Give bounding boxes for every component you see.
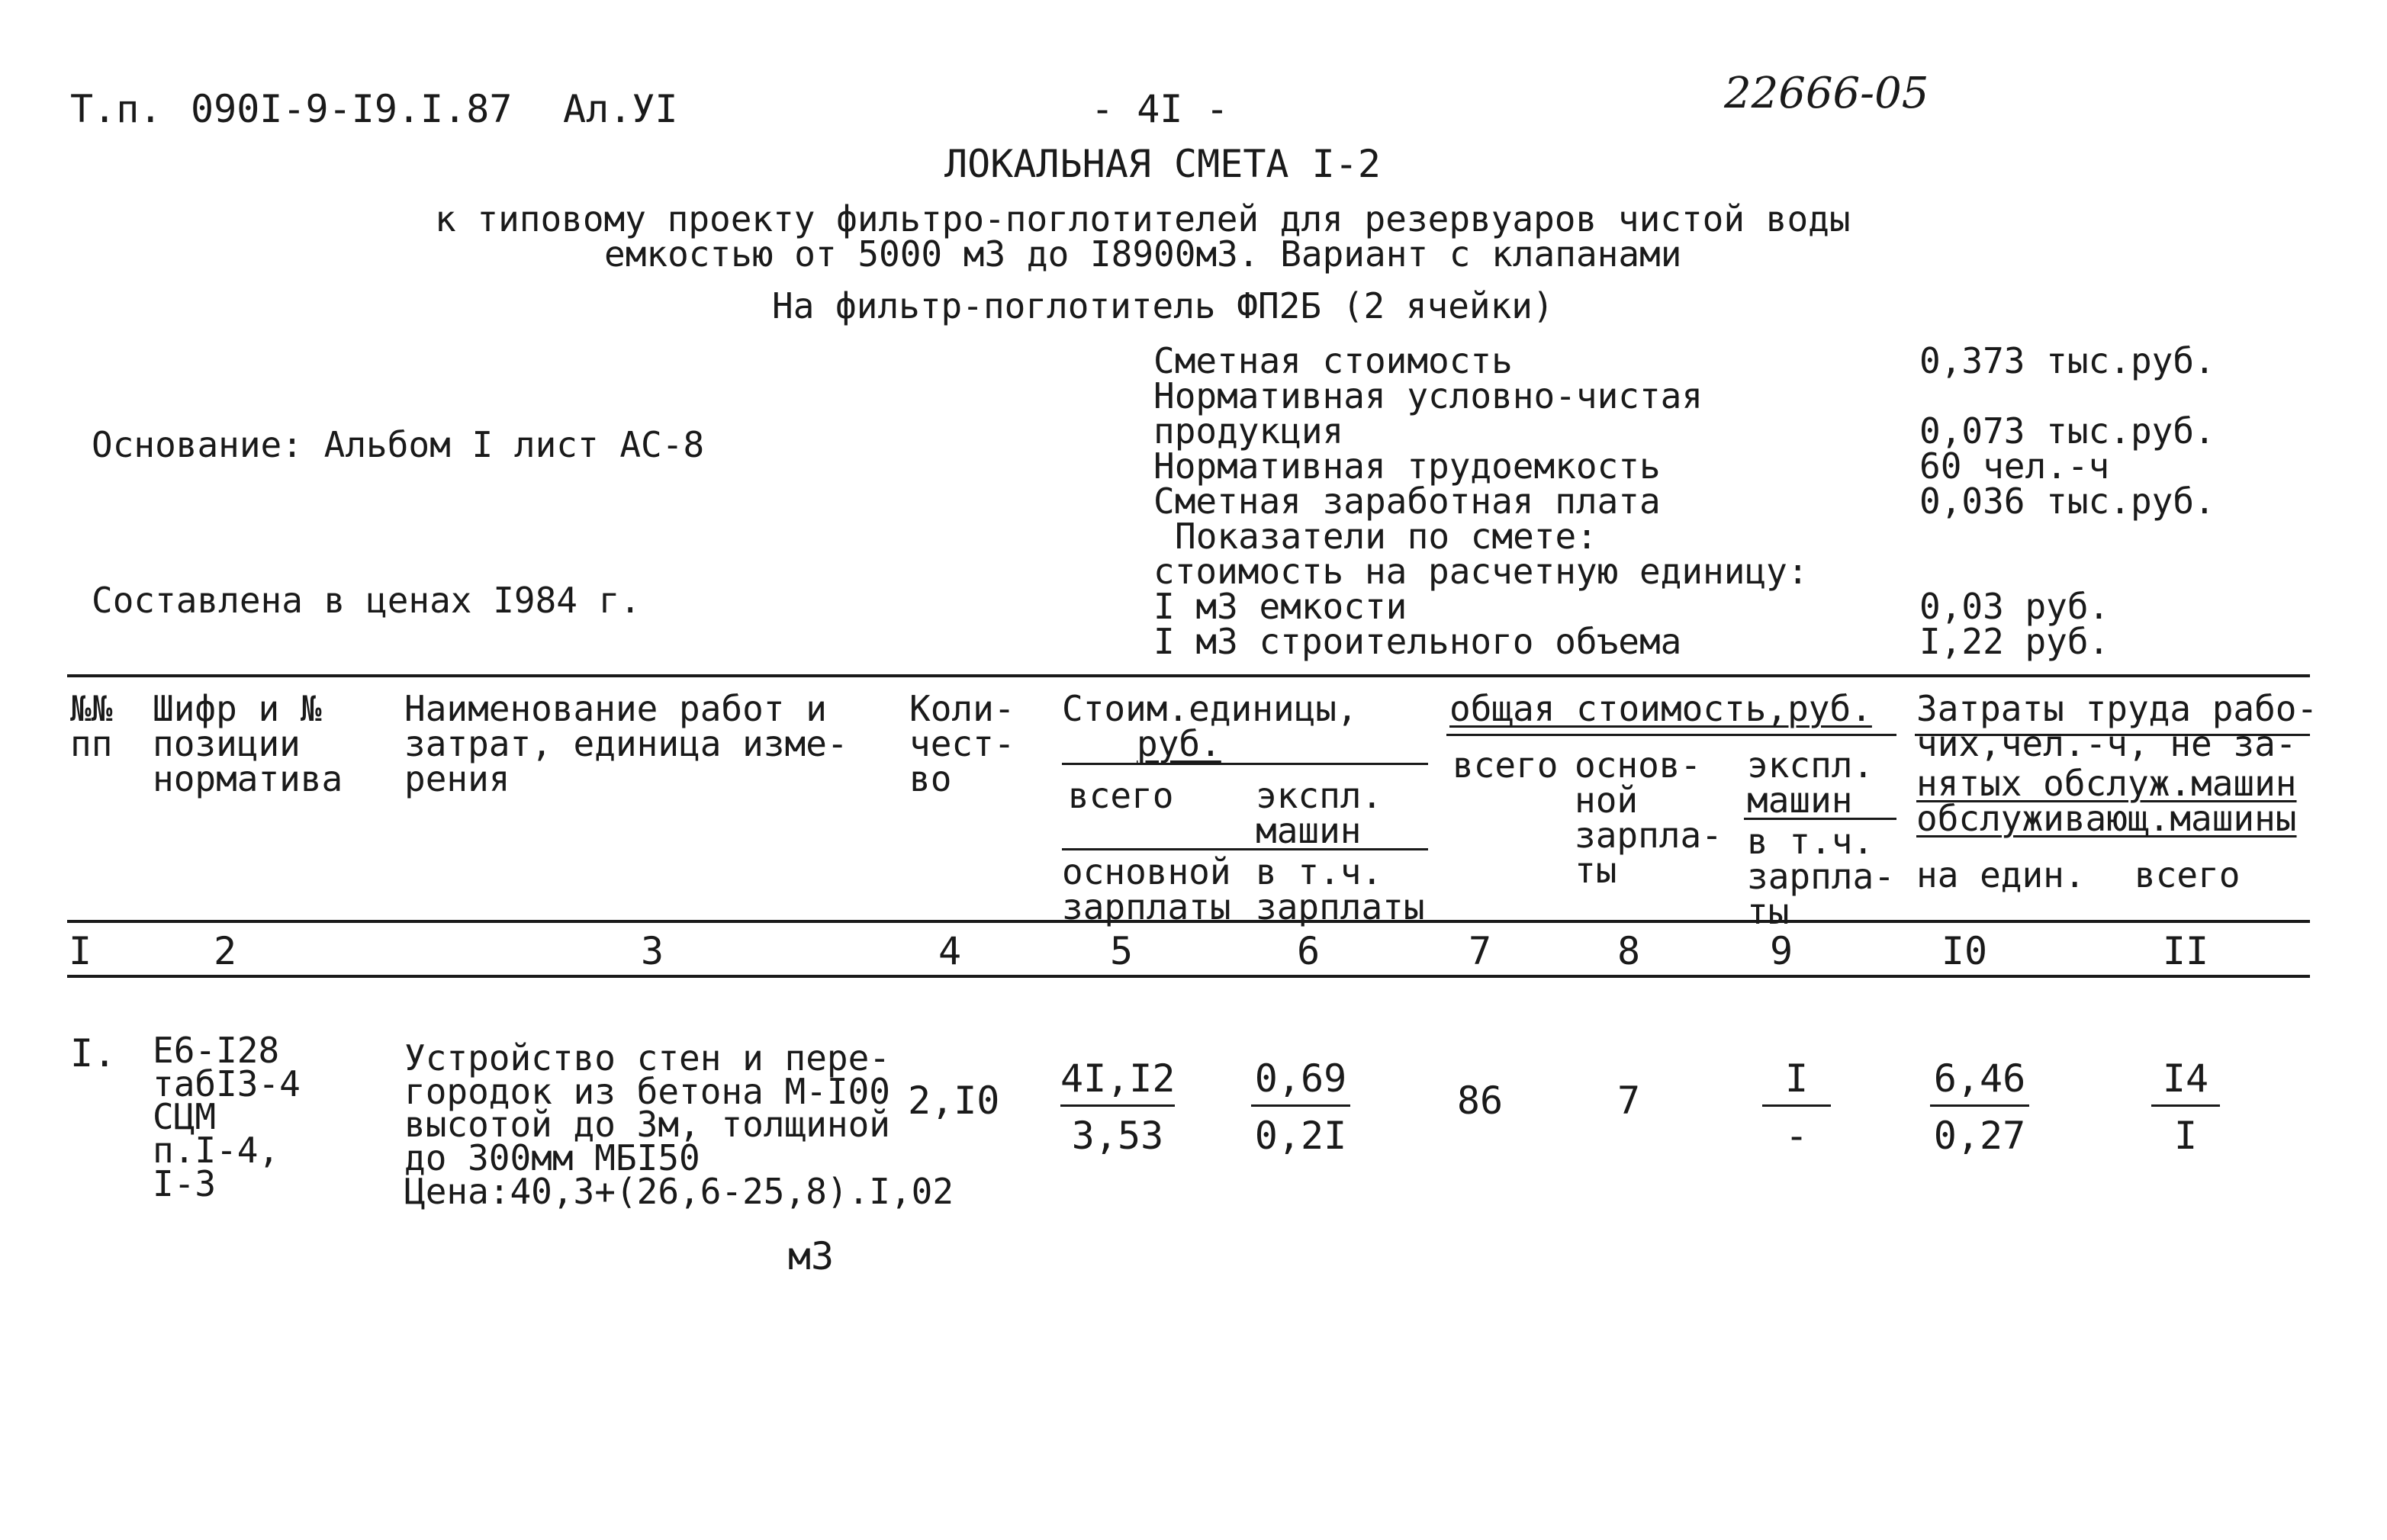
header-unit-cost-rub: руб. — [1137, 723, 1221, 764]
labor-input-value: 60 чел.-ч — [1919, 445, 2110, 487]
header-quantity: Коли- чест- во — [909, 688, 1015, 799]
row-work-name: Устройство стен и пере- городок из бетона М-I00 высотой до 3м, толщиной до 300мм МБI50 Цена:40,3+(26,6-25,8).I,02 — [404, 1037, 954, 1212]
series-code: 090I-9-I9.I.87 — [191, 87, 513, 131]
header-unit-machines-wages: в т.ч. зарплаты — [1256, 851, 1425, 928]
header-unit-machines: экспл. машин — [1256, 775, 1383, 851]
table-top-rule — [67, 674, 2310, 677]
header-total-cost: общая стоимость,руб. — [1449, 688, 1872, 729]
column-number: 7 — [1468, 929, 1492, 973]
column-number: 8 — [1617, 929, 1641, 973]
header-labor-total: всего — [2134, 854, 2241, 895]
column-number: 6 — [1296, 929, 1321, 973]
row-labor-per-unit-cell — [1930, 1056, 2029, 1159]
estimated-cost-value: 0,373 тыс.руб. — [1919, 340, 2215, 381]
row-labor-total: I4 — [2151, 1056, 2220, 1107]
row-labor-per-unit-machines: 0,27 — [1933, 1114, 2026, 1158]
row-unit-machines: 0,69 — [1251, 1056, 1350, 1107]
column-number: I — [68, 929, 92, 973]
header-total-machines: экспл. машин — [1747, 744, 1874, 821]
column-number: I0 — [1941, 929, 1988, 973]
row-unit-cost-cell — [1060, 1056, 1175, 1159]
total-cost-divider — [1446, 734, 1896, 736]
estimated-cost-label: Сметная стоимость — [1153, 340, 1513, 381]
header-labor-per-unit: на един. — [1916, 854, 2086, 895]
page-number: - 4I - — [1091, 87, 1229, 131]
header-labor-not-busy: нятых обслуж.машин — [1916, 763, 2297, 804]
row-labor-total-machines: I — [2173, 1114, 2198, 1158]
object-name: На фильтр-поглотитель ФП2Б (2 ячейки) — [772, 285, 1554, 326]
row-unit: м3 — [787, 1234, 835, 1278]
row-total-all: 86 — [1456, 1079, 1504, 1123]
price-level-note: Составлена в ценах I984 г. — [92, 580, 642, 621]
capacity-cost-value: 0,03 руб. — [1919, 586, 2110, 627]
header-total-wages: основ- ной зарпла- ты — [1575, 744, 1723, 891]
row-norm-code: Е6-I28 табI3-4 СЦМ п.I-4, I-3 — [153, 1030, 301, 1204]
header-unit-total: всего — [1068, 775, 1174, 816]
header-work-name: Наименование работ и затрат, единица изме- рения — [404, 688, 848, 799]
doc-subtitle-line-2: емкостью от 5000 м3 до I8900м3. Вариант с клапанами — [604, 233, 1682, 275]
row-labor-per-unit: 6,46 — [1930, 1056, 2029, 1107]
column-number: II — [2162, 929, 2209, 973]
row-unit-machines-wages: 0,2I — [1254, 1114, 1347, 1158]
volume-cost-value: I,22 руб. — [1919, 621, 2110, 662]
wages-label: Сметная заработная плата — [1153, 481, 1661, 522]
header-norm-code: Шифр и № позиции норматива — [153, 688, 343, 799]
basis-note: Основание: Альбом I лист АС-8 — [92, 424, 705, 465]
doc-type-label: Т.п. — [70, 87, 162, 131]
indicators-label: Показатели по смете: — [1175, 516, 1597, 557]
row-total-machines-cell — [1762, 1056, 1831, 1159]
header-row-number: №№ пп — [70, 688, 113, 764]
row-total-machines-wages: - — [1784, 1114, 1809, 1158]
row-total-machines: I — [1762, 1056, 1831, 1107]
unit-cost-divider — [1062, 763, 1428, 765]
header-labor-machines: обслуживающ.машины — [1916, 798, 2297, 839]
capacity-cost-label: I м3 емкости — [1153, 586, 1407, 627]
row-number: I. — [70, 1031, 117, 1075]
column-number: 9 — [1769, 929, 1793, 973]
column-number: 3 — [640, 929, 664, 973]
header-total-machines-wages: в т.ч. зарпла- ты — [1747, 821, 1895, 932]
row-unit-total: 4I,I2 — [1060, 1056, 1175, 1107]
row-labor-total-cell — [2151, 1056, 2220, 1159]
header-unit-cost: Стоим.единицы, — [1062, 688, 1358, 729]
header-labor: Затраты труда рабо- чих,чел.-ч, не за- — [1916, 688, 2318, 764]
album-number: Ал.УI — [563, 87, 678, 131]
unit-cost-subdivider — [1062, 848, 1428, 850]
header-unit-wages: основной зарплаты — [1062, 851, 1231, 928]
net-product-label-1: Нормативная условно-чистая — [1153, 375, 1703, 416]
net-product-label-2: продукция — [1153, 410, 1344, 452]
header-total-all: всего — [1452, 744, 1559, 786]
handwritten-stamp: 22666-05 — [1724, 69, 1929, 118]
unit-cost-label: стоимость на расчетную единицу: — [1153, 551, 1809, 592]
doc-title: ЛОКАЛЬНАЯ СМЕТА I-2 — [944, 142, 1381, 186]
row-unit-wages: 3,53 — [1071, 1114, 1164, 1158]
row-unit-machines-cell — [1251, 1056, 1350, 1159]
doc-subtitle-line-1: к типовому проекту фильтро-поглотителей для резервуаров чистой воды — [435, 198, 1851, 240]
column-number: 2 — [213, 929, 237, 973]
column-number: 4 — [938, 929, 962, 973]
column-numbers-rule — [67, 975, 2310, 978]
volume-cost-label: I м3 строительного объема — [1153, 621, 1682, 662]
wages-value: 0,036 тыс.руб. — [1919, 481, 2215, 522]
row-total-wages: 7 — [1617, 1079, 1641, 1123]
row-quantity: 2,I0 — [908, 1079, 1000, 1123]
labor-input-label: Нормативная трудоемкость — [1153, 445, 1661, 487]
net-product-value: 0,073 тыс.руб. — [1919, 410, 2215, 452]
column-number: 5 — [1109, 929, 1134, 973]
